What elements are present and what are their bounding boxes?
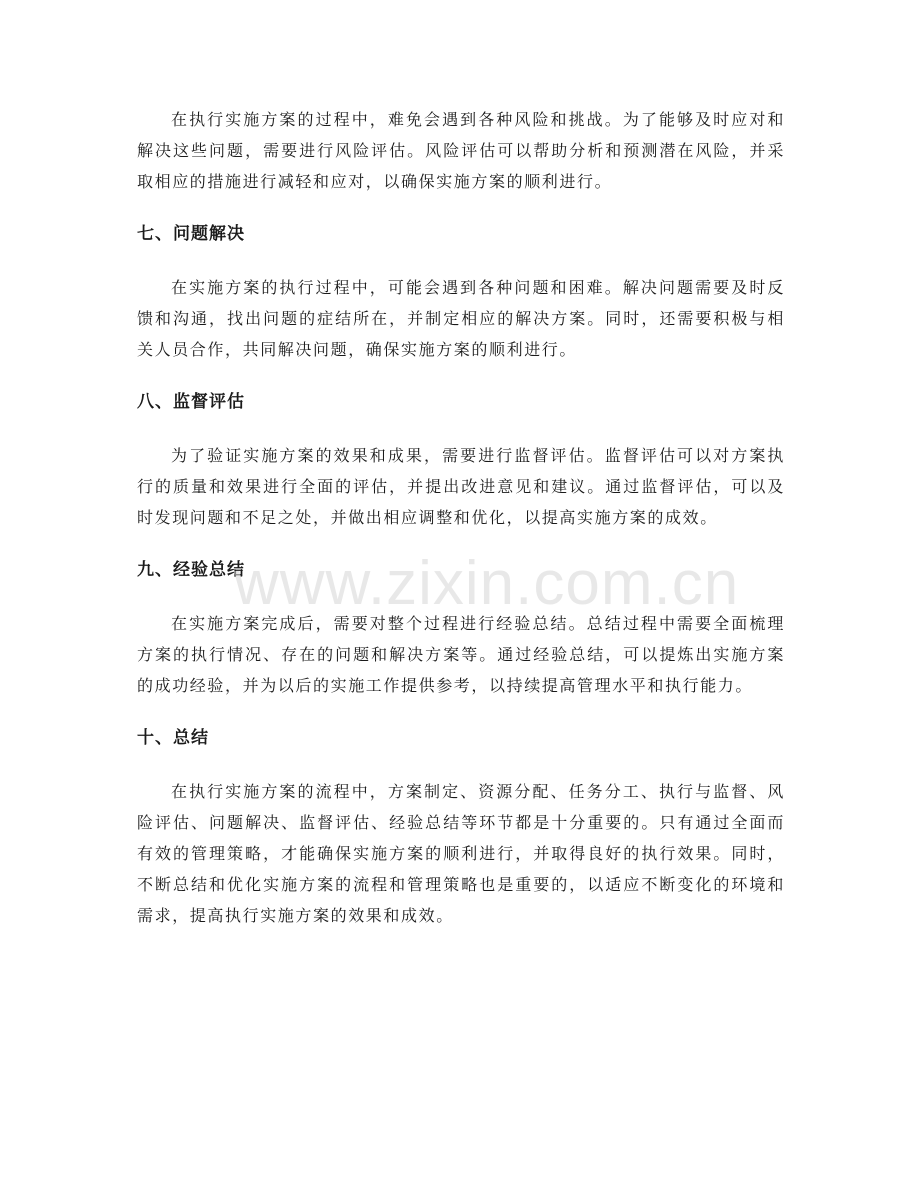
heading-supervision-evaluation: 八、监督评估 bbox=[137, 392, 245, 412]
watermark-text: www.zixin.com.cn bbox=[234, 549, 740, 618]
paragraph-experience-summary: 在实施方案完成后，需要对整个过程进行经验总结。总结过程中需要全面梳理方案的执行情况、存在的问题和解决方案等。通过经验总结，可以提炼出实施方案的成功经验，并为以后的实施工作提供参考，以持续提高管理水平和执行能力。 bbox=[137, 614, 785, 695]
heading-problem-solving: 七、问题解决 bbox=[137, 224, 245, 244]
heading-conclusion: 十、总结 bbox=[137, 728, 209, 748]
paragraph-problem-solving: 在实施方案的执行过程中，可能会遇到各种问题和困难。解决问题需要及时反馈和沟通，找出问题的症结所在，并制定相应的解决方案。同时，还需要积极与相关人员合作，共同解决问题，确保实施方案的顺利进行。 bbox=[137, 278, 785, 359]
document-body bbox=[137, 104, 785, 931]
paragraph-supervision-evaluation: 为了验证实施方案的效果和成果，需要进行监督评估。监督评估可以对方案执行的质量和效果进行全面的评估，并提出改进意见和建议。通过监督评估，可以及时发现问题和不足之处，并做出相应调整和优化，以提高实施方案的成效。 bbox=[137, 446, 785, 527]
paragraph-risk-assessment: 在执行实施方案的过程中，难免会遇到各种风险和挑战。为了能够及时应对和解决这些问题，需要进行风险评估。风险评估可以帮助分析和预测潜在风险，并采取相应的措施进行减轻和应对，以确保实施方案的顺利进行。 bbox=[137, 110, 785, 191]
paragraph-conclusion: 在执行实施方案的流程中，方案制定、资源分配、任务分工、执行与监督、风险评估、问题解决、监督评估、经验总结等环节都是十分重要的。只有通过全面而有效的管理策略，才能确保实施方案的顺利进行，并取得良好的执行效果。同时，不断总结和优化实施方案的流程和管理策略也是重要的，以适应不断变化的环境和需求，提高执行实施方案的效果和成效。 bbox=[137, 782, 785, 925]
heading-experience-summary: 九、经验总结 bbox=[137, 560, 245, 580]
